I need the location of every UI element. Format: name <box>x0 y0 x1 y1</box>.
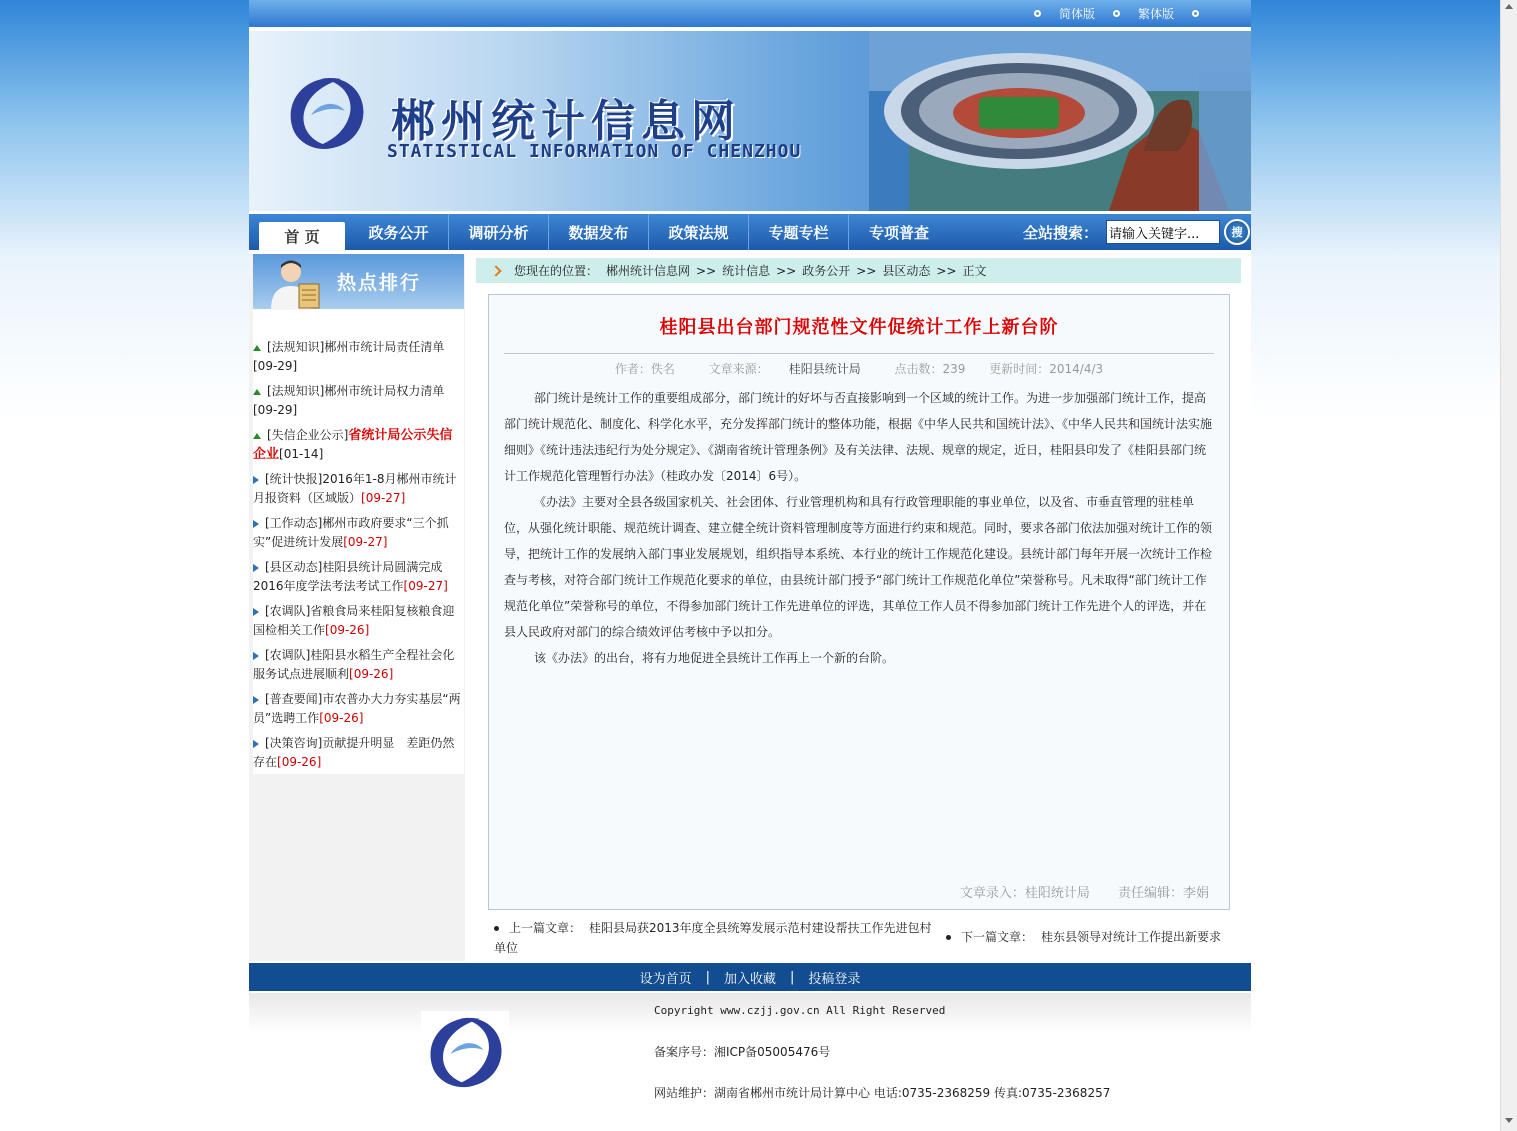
arrow-up-icon <box>253 389 261 395</box>
hot-ranking-header <box>253 254 464 310</box>
hot-item[interactable]: [法规知识]郴州市统计局责任清单 [09-29] <box>253 340 445 373</box>
hot-item[interactable]: [普查要闻]市农普办大力夯实基层“两员”选聘工作[09-26] <box>253 692 461 725</box>
nav-data-release[interactable]: 数据发布 <box>549 214 649 250</box>
hot-item-date: [09-29] <box>253 403 298 417</box>
stadium-image-icon <box>869 31 1251 211</box>
article-meta <box>489 360 1229 377</box>
bullet-icon <box>1192 10 1199 17</box>
nav-policy[interactable]: 政策法规 <box>649 214 749 250</box>
arrow-right-icon <box>253 564 259 572</box>
breadcrumb: 您现在的位置： 郴州统计信息网 >> 统计信息 >> 政务公开 >> 县区动态 >> 正文 <box>476 258 1241 283</box>
arrow-right-icon <box>253 652 259 660</box>
breadcrumb-county-news[interactable]: 县区动态 <box>882 264 931 278</box>
arrow-up-icon <box>253 345 261 351</box>
hot-item[interactable]: [失信企业公示]省统计局公示失信企业[01-14] <box>253 428 453 462</box>
footer-icp: 备案序号：湘ICP备05005476号 <box>654 1045 831 1059</box>
footer-info <box>654 1003 1110 1101</box>
article-entered-by: 文章录入：桂阳统计局 <box>959 886 1090 901</box>
hot-item[interactable]: [法规知识]郴州市统计局权力清单 [09-29] <box>253 384 445 417</box>
article-updated: 更新时间：2014/4/3 <box>989 362 1104 376</box>
hot-ranking-panel <box>253 254 464 774</box>
article-body <box>489 377 1229 671</box>
article-clicks: 点击数：239 <box>894 362 966 376</box>
add-favorite-link[interactable]: 加入收藏 <box>723 971 776 987</box>
hot-item-date: [09-29] <box>253 359 298 373</box>
site-title: 郴州统计信息网 <box>391 96 741 147</box>
footer-maintain: 网站维护：湖南省郴州市统计局计算中心 电话:0735-2368259 传真:0735-2368257 <box>654 1086 1111 1100</box>
arrow-right-icon <box>253 476 259 484</box>
bullet-icon <box>946 935 951 940</box>
arrow-up-icon <box>253 433 261 439</box>
hot-item[interactable]: [农调队]省粮食局来桂阳复核粮食迎国检相关工作[09-26] <box>253 604 455 637</box>
article-source: 桂阳县统计局 <box>788 362 861 376</box>
breadcrumb-label: 您现在的位置： <box>514 264 599 278</box>
bullet-icon <box>494 926 499 931</box>
prev-article-link[interactable]: 桂阳县局获2013年度全县统筹发展示范村建设帮扶工作先进包村单位 <box>494 921 932 955</box>
hot-item[interactable]: [统计快报]2016年1-8月郴州市统计月报资料（区域版）[09-27] <box>253 472 457 505</box>
nav-gov-affairs[interactable]: 政务公开 <box>349 214 449 250</box>
hot-item-date: [09-26] <box>349 667 394 681</box>
divider <box>504 353 1214 354</box>
nav-topics[interactable]: 专题专栏 <box>749 214 849 250</box>
footer-logo-icon <box>421 1011 509 1093</box>
prev-article <box>494 918 939 958</box>
article-source-label: 文章来源： <box>708 362 769 376</box>
chevron-right-icon <box>490 265 501 276</box>
nav-research[interactable]: 调研分析 <box>449 214 549 250</box>
bullet-icon <box>1034 10 1041 17</box>
scroll-down-icon[interactable] <box>1505 1118 1513 1123</box>
next-article-link[interactable]: 桂东县领导对统计工作提出新要求 <box>1041 930 1222 944</box>
simplified-link[interactable]: 简体版 <box>1058 7 1095 21</box>
hot-item-date: [09-27] <box>343 535 388 549</box>
hot-item[interactable]: [工作动态]郴州市政府要求“三个抓实”促进统计发展[09-27] <box>253 516 449 549</box>
hot-item[interactable]: [县区动态]桂阳县统计局圆满完成2016年度学法考法考试工作[09-27] <box>253 560 448 593</box>
nav-census[interactable]: 专项普查 <box>868 223 929 242</box>
scroll-up-icon[interactable] <box>1505 4 1513 9</box>
hot-ranking-title: 热点排行 <box>337 272 422 294</box>
arrow-right-icon <box>253 608 259 616</box>
arrow-right-icon <box>253 520 259 528</box>
hot-item[interactable]: [农调队]桂阳县水稻生产全程社会化服务试点进展顺利[09-26] <box>253 648 455 681</box>
hot-item-date: [09-26] <box>325 623 370 637</box>
person-clipboard-icon <box>265 258 327 310</box>
submission-login-link[interactable]: 投稿登录 <box>808 971 861 987</box>
article-paragraph: 部门统计是统计工作的重要组成部分，部门统计的好坏与否直接影响到一个区域的统计工作。为进一步加强部门统计工作，提高部门统计规范化、制度化、科学化水平，充分发挥部门统计的整体功能，根据《中华人民共和国统计法》、《中华人民共和国统计法实施细则》《统计违法违纪行为处分规定》、《湖南省统计管理条例》及有关法律、法规、规章的规定，近日，桂阳县印发了《桂阳县部门统计工作规范化管理暂行办法》（桂政办发〔2014〕6号）。 <box>504 391 1213 483</box>
hot-item-date: [09-26] <box>319 711 364 725</box>
hot-item-date: [09-27] <box>403 579 448 593</box>
site-logo-icon[interactable] <box>281 71 371 155</box>
traditional-link[interactable]: 繁体版 <box>1137 7 1174 21</box>
bullet-icon <box>1113 10 1120 17</box>
vertical-scrollbar[interactable] <box>1500 0 1517 1131</box>
site-banner <box>249 31 1251 211</box>
footer-copyright: Copyright www.czjj.gov.cn All Right Reserved <box>654 1004 946 1017</box>
hot-item[interactable]: [决策咨询]贡献提升明显 差距仍然存在[09-26] <box>253 736 455 769</box>
article-paragraph: 《办法》主要对全县各级国家机关、社会团体、行业管理机构和具有行政管理职能的事业单位，以及省、市垂直管理的驻桂单位，从强化统计职能、规范统计调查、建立健全统计资料管理制度等方面进行约束和规范。同时，要求各部门依法加强对统计工作的领导，把统计工作的发展纳入部门事业发展规划，组织指导本系统、本行业的统计工作规范化建设。县统计部门每年开展一次统计工作检查与考核，对符合部门统计工作规范化要求的单位，由县统计部门授予“部门统计工作规范化单位”荣誉称号。凡未取得“部门统计工作规范化单位”荣誉称号的单位，不得参加部门统计工作先进单位的评选，其单位工作人员不得参加部门统计工作先进个人的评选，并在县人民政府对部门的综合绩效评估考核中予以扣分。 <box>504 495 1213 639</box>
hot-item-date: [09-26] <box>277 755 322 769</box>
arrow-right-icon <box>253 696 259 704</box>
search-button[interactable]: 搜 <box>1224 219 1250 245</box>
site-subtitle: STATISTICAL INFORMATION OF CHENZHOU <box>387 141 802 162</box>
set-homepage-link[interactable]: 设为首页 <box>639 971 692 987</box>
next-label: 下一篇文章： <box>961 930 1034 944</box>
hot-item-date: [09-27] <box>361 491 406 505</box>
breadcrumb-stats-info[interactable]: 统计信息 <box>722 264 771 278</box>
arrow-right-icon <box>253 740 259 748</box>
hot-list <box>253 338 464 772</box>
breadcrumb-gov-affairs[interactable]: 政务公开 <box>802 264 851 278</box>
nav-home[interactable]: 首 页 <box>259 222 345 250</box>
breadcrumb-current: 正文 <box>962 264 987 278</box>
article-editor: 责任编辑：李娟 <box>1117 886 1209 901</box>
hot-item-date: [01-14] <box>279 447 324 461</box>
article-title: 桂阳县出台部门规范性文件促统计工作上新台阶 <box>659 317 1059 338</box>
page-container <box>249 0 1251 1113</box>
article-author: 作者：佚名 <box>614 362 675 376</box>
footer-links-bar: 设为首页 | 加入收藏 | 投稿登录 <box>249 963 1251 991</box>
prev-label: 上一篇文章： <box>509 921 582 935</box>
top-bar <box>249 0 1251 29</box>
article-footer <box>936 882 1209 901</box>
breadcrumb-home[interactable]: 郴州统计信息网 <box>606 264 691 278</box>
search-label: 全站搜索： <box>1023 223 1099 242</box>
article-paragraph: 该《办法》的出台，将有力地促进全县统计工作再上一个新的台阶。 <box>534 651 895 665</box>
main-nav <box>249 214 1251 250</box>
search-input[interactable] <box>1106 220 1220 244</box>
next-article <box>946 928 1246 945</box>
site-footer <box>249 993 1251 1113</box>
article-panel <box>488 294 1230 910</box>
